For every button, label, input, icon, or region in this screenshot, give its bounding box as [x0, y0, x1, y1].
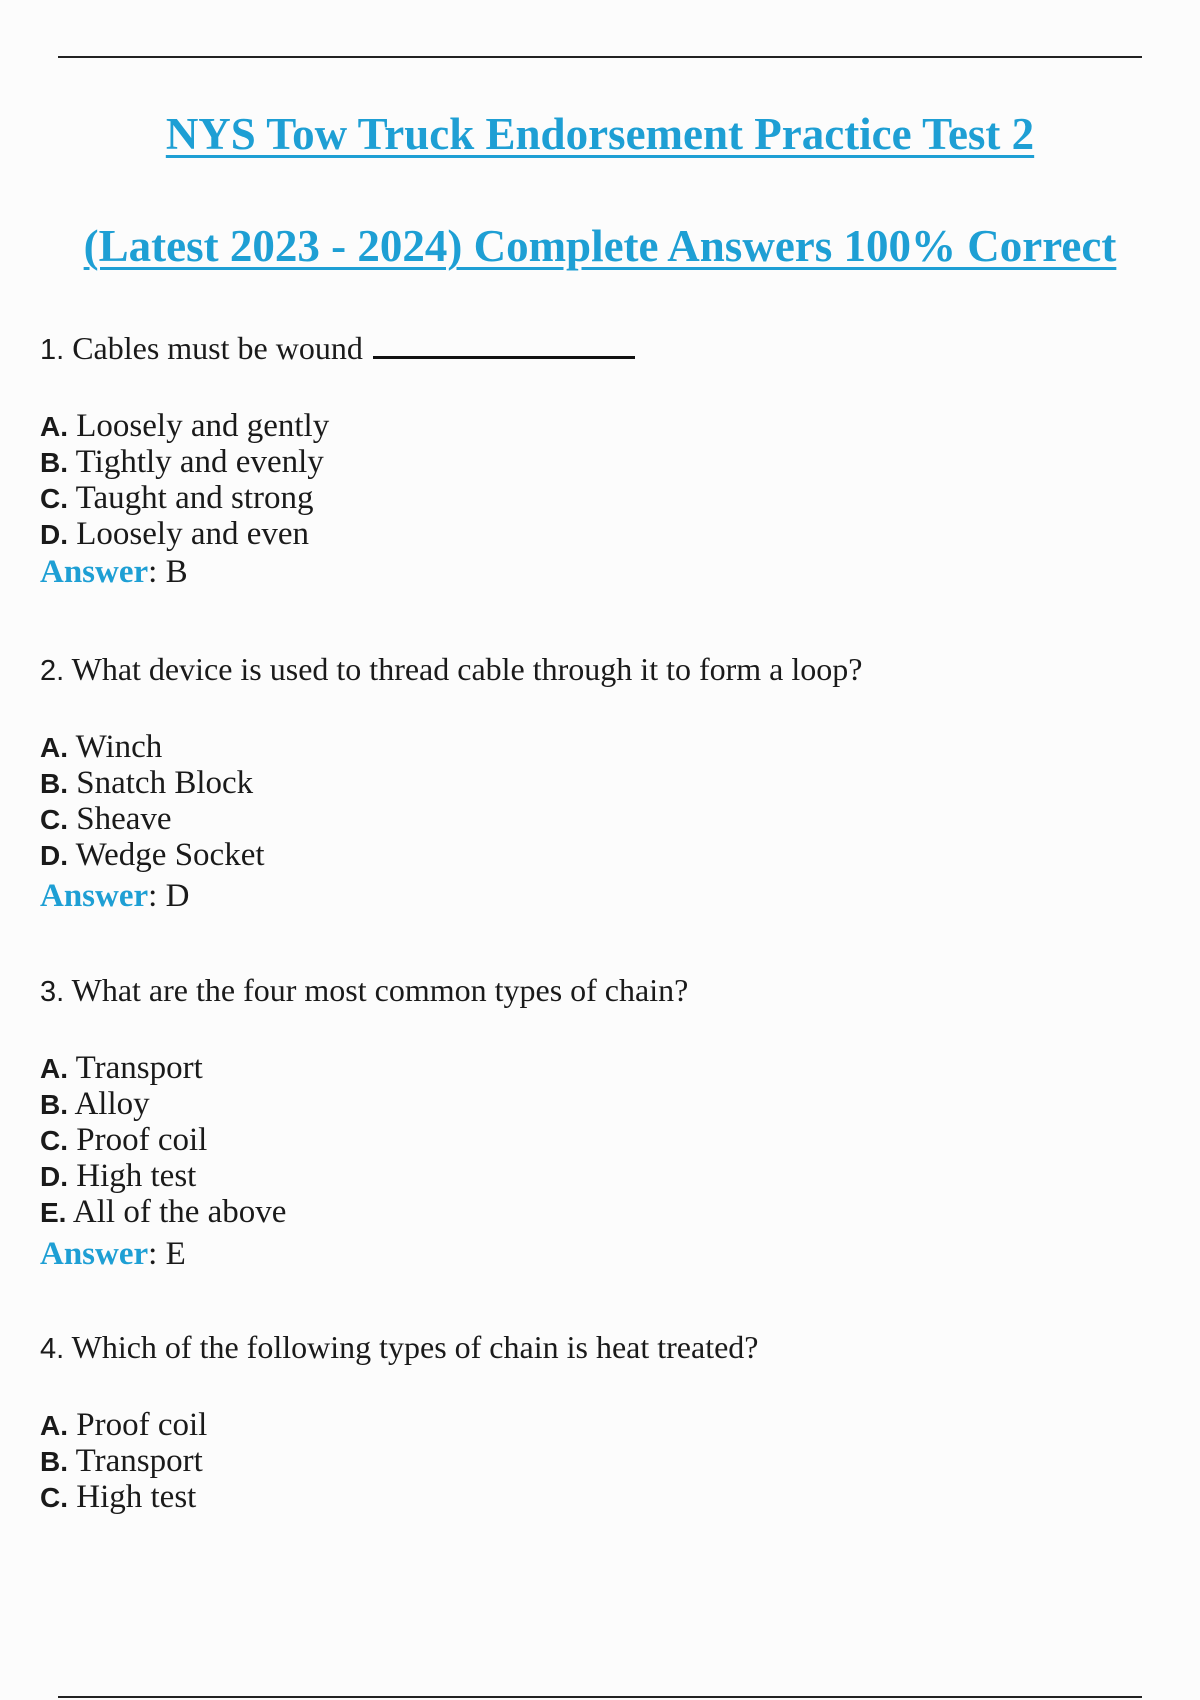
option-letter: D. — [40, 840, 68, 871]
document-subtitle — [0, 220, 1200, 272]
question-2 — [40, 651, 862, 689]
question-4-options — [40, 1407, 207, 1515]
option-a — [40, 408, 329, 444]
bottom-divider — [58, 1696, 1142, 1698]
option-text: Winch — [75, 729, 163, 765]
option-c — [40, 1122, 286, 1158]
answer-label: Answer — [40, 1236, 149, 1272]
option-letter: A. — [40, 732, 68, 763]
top-divider — [58, 56, 1142, 58]
option-letter: D. — [40, 519, 68, 550]
option-letter: A. — [40, 1410, 68, 1441]
option-text: Proof coil — [76, 1407, 208, 1443]
question-number: 1. — [40, 334, 65, 366]
option-a — [40, 1407, 207, 1443]
fill-in-blank — [373, 338, 635, 359]
option-text: Sheave — [76, 801, 172, 837]
title-line-2: (Latest 2023 - 2024) Complete Answers 100% Correct — [83, 221, 1117, 271]
option-letter: D. — [40, 1161, 68, 1192]
option-letter: C. — [40, 1125, 68, 1156]
option-letter: C. — [40, 1482, 68, 1513]
question-text: Cables must be wound — [72, 330, 363, 366]
option-text: Transport — [75, 1050, 203, 1086]
option-d — [40, 516, 329, 552]
answer-value: : E — [148, 1236, 186, 1272]
answer-3 — [40, 1236, 186, 1272]
question-number: 3. — [40, 976, 65, 1008]
option-b — [40, 765, 265, 801]
option-text: Alloy — [74, 1086, 150, 1122]
question-1-options — [40, 408, 329, 552]
option-text: Snatch Block — [76, 765, 254, 801]
question-2-options — [40, 729, 265, 873]
title-line-1: NYS Tow Truck Endorsement Practice Test 2 — [165, 109, 1035, 159]
answer-1 — [40, 554, 188, 590]
option-letter: B. — [40, 447, 68, 478]
question-3 — [40, 972, 688, 1010]
option-c — [40, 801, 265, 837]
option-c — [40, 1479, 207, 1515]
answer-value: : D — [148, 878, 190, 914]
option-c — [40, 480, 329, 516]
document-title — [0, 108, 1200, 160]
question-number: 2. — [40, 655, 65, 687]
question-text: Which of the following types of chain is heat treated? — [71, 1329, 759, 1365]
option-d — [40, 837, 265, 873]
option-text: Loosely and gently — [76, 408, 330, 444]
option-text: Wedge Socket — [75, 837, 265, 873]
option-text: Loosely and even — [76, 516, 310, 552]
option-text: All of the above — [72, 1194, 287, 1230]
question-4 — [40, 1329, 758, 1367]
question-number: 4. — [40, 1333, 65, 1365]
answer-value: : B — [148, 554, 188, 590]
option-text: Tightly and evenly — [75, 444, 324, 480]
option-letter: B. — [40, 1446, 68, 1477]
option-letter: E. — [40, 1197, 67, 1228]
option-letter: B. — [40, 1089, 68, 1120]
option-letter: B. — [40, 768, 68, 799]
option-text: Proof coil — [76, 1122, 208, 1158]
option-b — [40, 1086, 286, 1122]
option-text: High test — [76, 1158, 197, 1194]
option-b — [40, 1443, 207, 1479]
answer-label: Answer — [40, 554, 149, 590]
option-text: Transport — [75, 1443, 203, 1479]
option-a — [40, 1050, 286, 1086]
answer-2 — [40, 878, 189, 914]
option-text: Taught and strong — [75, 480, 314, 516]
answer-label: Answer — [40, 878, 149, 914]
question-1 — [40, 330, 635, 368]
option-a — [40, 729, 265, 765]
option-letter: C. — [40, 483, 68, 514]
option-letter: C. — [40, 804, 68, 835]
question-text: What device is used to thread cable through it to form a loop? — [71, 651, 863, 687]
option-b — [40, 444, 329, 480]
option-e — [40, 1194, 286, 1230]
question-3-options — [40, 1050, 286, 1230]
option-text: High test — [76, 1479, 197, 1515]
option-letter: A. — [40, 1053, 68, 1084]
option-d — [40, 1158, 286, 1194]
option-letter: A. — [40, 411, 68, 442]
question-text: What are the four most common types of chain? — [71, 972, 689, 1008]
